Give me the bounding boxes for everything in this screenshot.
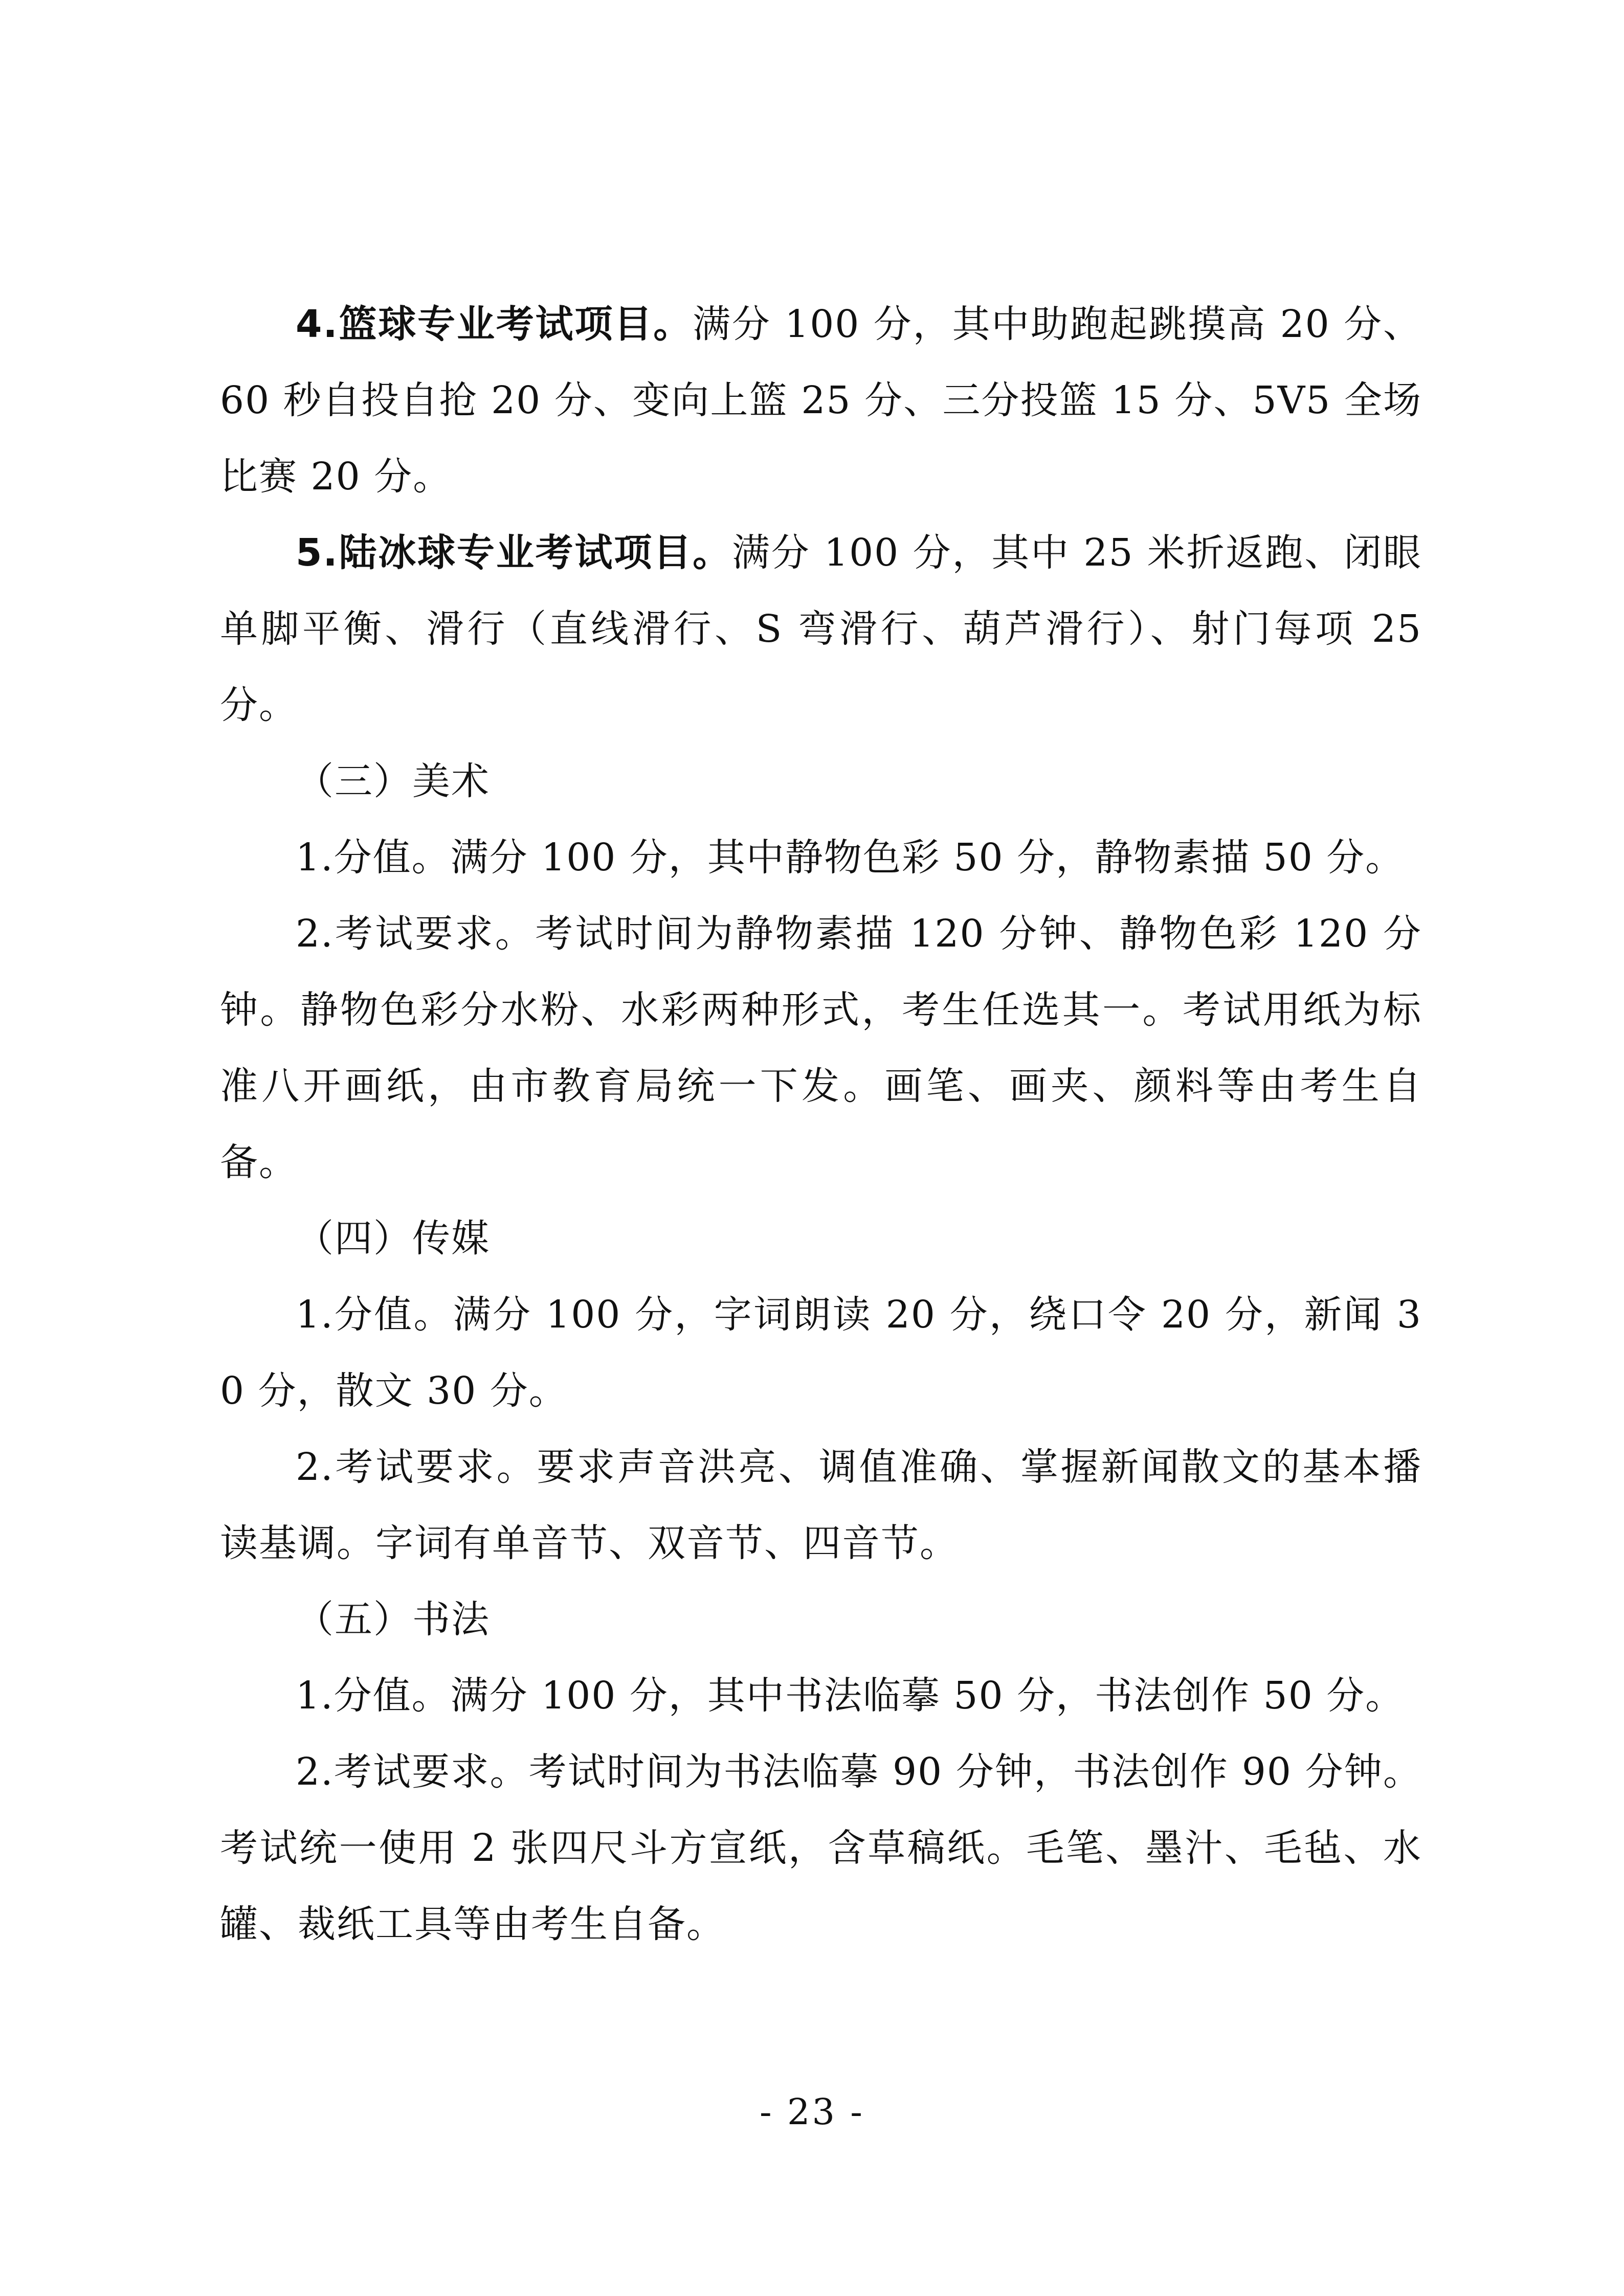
page-number: - 23 - <box>760 2091 864 2133</box>
paragraph-calligraphy-score: 1.分值。满分 100 分，其中书法临摹 50 分，书法创作 50 分。 <box>296 1674 1405 1718</box>
section-heading-media: （四）传媒 <box>296 1217 490 1260</box>
paragraph-basketball-exam <box>220 286 1422 515</box>
paragraph-media-score: 1.分值。满分 100 分，字词朗读 20 分，绕口令 20 分，新闻 30 分，散文 30 分。 <box>220 1293 1422 1413</box>
paragraph-text: 满分 100 分，其中助跑起跳摸高 20 分、60 秒自投自抢 20 分、变向上篮 25 分、三分投篮 15 分、5V5 全场比赛 20 分。 <box>220 302 1422 499</box>
paragraph-lead: 4.篮球专业考试项目。 <box>296 302 693 346</box>
paragraph-art-score: 1.分值。满分 100 分，其中静物色彩 50 分，静物素描 50 分。 <box>296 836 1405 880</box>
paragraph-field-hockey-exam <box>220 515 1422 744</box>
section-heading-calligraphy: （五）书法 <box>296 1597 490 1641</box>
section-heading-art: （三）美术 <box>296 759 490 803</box>
paragraph-lead: 5.陆冰球专业考试项目。 <box>296 531 732 575</box>
paragraph-art-requirements: 2.考试要求。考试时间为静物素描 120 分钟、静物色彩 120 分钟。静物色彩分水粉、水彩两种形式，考生任选其一。考试用纸为标准八开画纸，由市教育局统一下发。画笔、画夹、颜料等由考生自备。 <box>220 912 1422 1184</box>
paragraph-calligraphy-requirements: 2.考试要求。考试时间为书法临摹 90 分钟，书法创作 90 分钟。考试统一使用 2 张四尺斗方宣纸，含草稿纸。毛笔、墨汁、毛毡、水罐、裁纸工具等由考生自备。 <box>220 1750 1422 1946</box>
document-body <box>220 286 1422 1963</box>
paragraph-media-requirements: 2.考试要求。要求声音洪亮、调值准确、掌握新闻散文的基本播读基调。字词有单音节、双音节、四音节。 <box>220 1445 1422 1565</box>
paragraph-text: 满分 100 分，其中 25 米折返跑、闭眼单脚平衡、滑行（直线滑行、S 弯滑行、葫芦滑行）、射门每项 25 分。 <box>220 531 1422 727</box>
